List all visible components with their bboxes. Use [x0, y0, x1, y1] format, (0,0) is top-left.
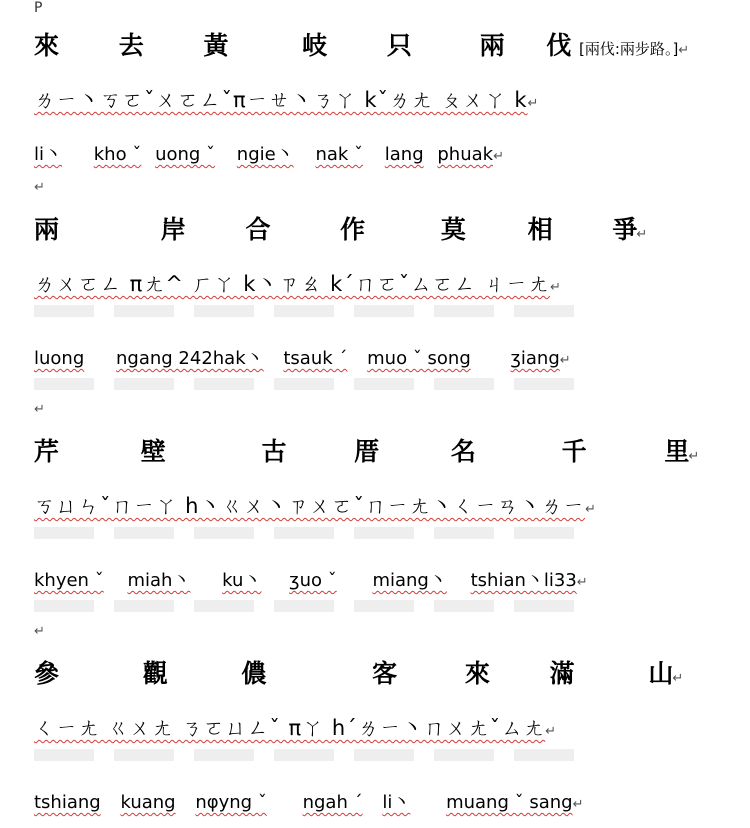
- roman-syllable: ngah ˊ: [302, 792, 363, 813]
- faint-background-text: [34, 378, 594, 390]
- han-char: 莫: [440, 215, 466, 244]
- verse-3-roman-line: [34, 566, 588, 594]
- bopomofo-text: ㄌㄨㄛㄥ πㄤ^ ㄏㄚ k丶ㄗㄠ kˊㄇㄛˇㄙㄛㄥ ㄐㄧㄤ: [34, 272, 550, 296]
- han-char: 里: [664, 437, 690, 466]
- paragraph-mark: ↵: [34, 180, 45, 195]
- faint-background-text: [34, 749, 594, 761]
- roman-syllable: ku丶: [222, 570, 262, 591]
- paragraph-mark: ↵: [34, 402, 45, 417]
- han-char: 客: [372, 659, 398, 688]
- roman-syllable: ngie丶: [236, 144, 294, 165]
- roman-syllable: muang ˇ sang: [446, 792, 573, 813]
- paragraph-mark: ↵: [636, 227, 648, 242]
- paragraph-mark: ↵: [576, 575, 588, 590]
- roman-syllable: miah丶: [127, 570, 191, 591]
- han-char: 黃: [203, 31, 229, 60]
- verse-1-han-line: [34, 26, 689, 60]
- roman-syllable: kuang: [120, 792, 176, 813]
- verse-1-roman-line: [34, 140, 504, 168]
- han-char: 來: [464, 659, 490, 688]
- paragraph-mark: ↵: [493, 149, 504, 164]
- bopomofo-text: ㄌㄧ丶ㄎㄛˇㄨㄛㄥˇπㄧㄝ丶ㄋㄚ kˇㄌㄤ ㄆㄨㄚ k: [34, 88, 528, 112]
- verse-3-han-line: [34, 432, 699, 466]
- han-char: 兩: [34, 215, 60, 244]
- roman-syllable: khyen ˇ: [34, 570, 104, 591]
- roman-syllable: uong ˇ: [155, 144, 216, 165]
- corner-mark: P: [34, 0, 43, 16]
- verse-4-han-line: [34, 654, 683, 688]
- roman-syllable: muo ˇ song: [367, 348, 471, 369]
- paragraph-mark: ↵: [672, 671, 684, 686]
- paragraph-mark: ↵: [545, 724, 558, 739]
- han-char: 芹: [34, 437, 60, 466]
- verse-2-bopomofo-line: [34, 268, 562, 298]
- verse-4-roman-line: [34, 788, 583, 816]
- faint-background-text: [34, 600, 594, 612]
- han-char: 伐: [546, 31, 572, 60]
- paragraph-mark: ↵: [559, 353, 571, 368]
- roman-syllable: tshian丶li33: [470, 570, 577, 591]
- han-char: 合: [245, 215, 271, 244]
- han-char: 山: [648, 659, 674, 688]
- roman-syllable: ʒiang: [510, 348, 560, 369]
- han-char: 古: [261, 437, 287, 466]
- han-char: 爭: [612, 215, 638, 244]
- roman-syllable: tshiang: [34, 792, 101, 813]
- roman-syllable: li丶: [34, 144, 63, 165]
- roman-syllable: ngang 242hak丶: [116, 348, 264, 369]
- roman-syllable: nak ˇ: [315, 144, 364, 165]
- han-char: 儂: [241, 659, 267, 688]
- han-char: 作: [340, 215, 366, 244]
- han-char: 滿: [549, 659, 575, 688]
- gloss-note: [兩伐:兩步路。]: [579, 40, 679, 58]
- han-char: 只: [386, 31, 412, 60]
- paragraph-mark: ↵: [584, 502, 597, 517]
- roman-syllable: kho ˇ: [93, 144, 142, 165]
- verse-3-bopomofo-line: [34, 490, 597, 520]
- han-char: 來: [34, 31, 60, 60]
- faint-background-text: [34, 305, 594, 317]
- han-char: 岸: [160, 215, 186, 244]
- roman-syllable: lang: [384, 144, 424, 165]
- verse-2-roman-line: [34, 344, 571, 372]
- paragraph-mark: ↵: [678, 43, 690, 58]
- roman-syllable: phuak: [437, 144, 494, 165]
- han-char: 去: [118, 31, 144, 60]
- han-char: 厝: [354, 437, 380, 466]
- han-char: 觀: [142, 659, 168, 688]
- roman-syllable: li丶: [382, 792, 411, 813]
- han-char: 參: [34, 659, 60, 688]
- han-char: 岐: [302, 31, 328, 60]
- verse-1-bopomofo-line: [34, 84, 539, 114]
- roman-syllable: nφyng ˇ: [195, 792, 267, 813]
- roman-syllable: miang丶: [372, 570, 447, 591]
- verse-2-han-line: [34, 210, 647, 244]
- paragraph-mark: ↵: [572, 797, 584, 812]
- faint-background-text: [34, 527, 594, 539]
- verse-4-bopomofo-line: [34, 712, 557, 742]
- bopomofo-text: ㄎㄩㄣˇㄇㄧㄚ h丶ㄍㄨ丶ㄗㄨㄛˇㄇㄧㄤ丶ㄑㄧㄢ丶ㄌㄧ: [34, 494, 585, 518]
- han-char: 壁: [140, 437, 166, 466]
- roman-syllable: luong: [34, 348, 85, 369]
- bopomofo-text: ㄑㄧㄤ ㄍㄨㄤ ㄋㄛㄩㄥˇ πㄚ hˊㄌㄧ丶ㄇㄨㄤˇㄙㄤ: [34, 716, 546, 740]
- paragraph-mark: ↵: [527, 96, 540, 111]
- roman-syllable: ʒuo ˇ: [289, 570, 337, 591]
- roman-syllable: tsauk ˊ: [283, 348, 348, 369]
- paragraph-mark: ↵: [688, 449, 700, 464]
- han-char: 兩: [479, 31, 505, 60]
- han-char: 名: [450, 437, 476, 466]
- paragraph-mark: ↵: [549, 280, 562, 295]
- paragraph-mark: ↵: [34, 624, 45, 639]
- han-char: 相: [527, 215, 553, 244]
- han-char: 千: [561, 437, 587, 466]
